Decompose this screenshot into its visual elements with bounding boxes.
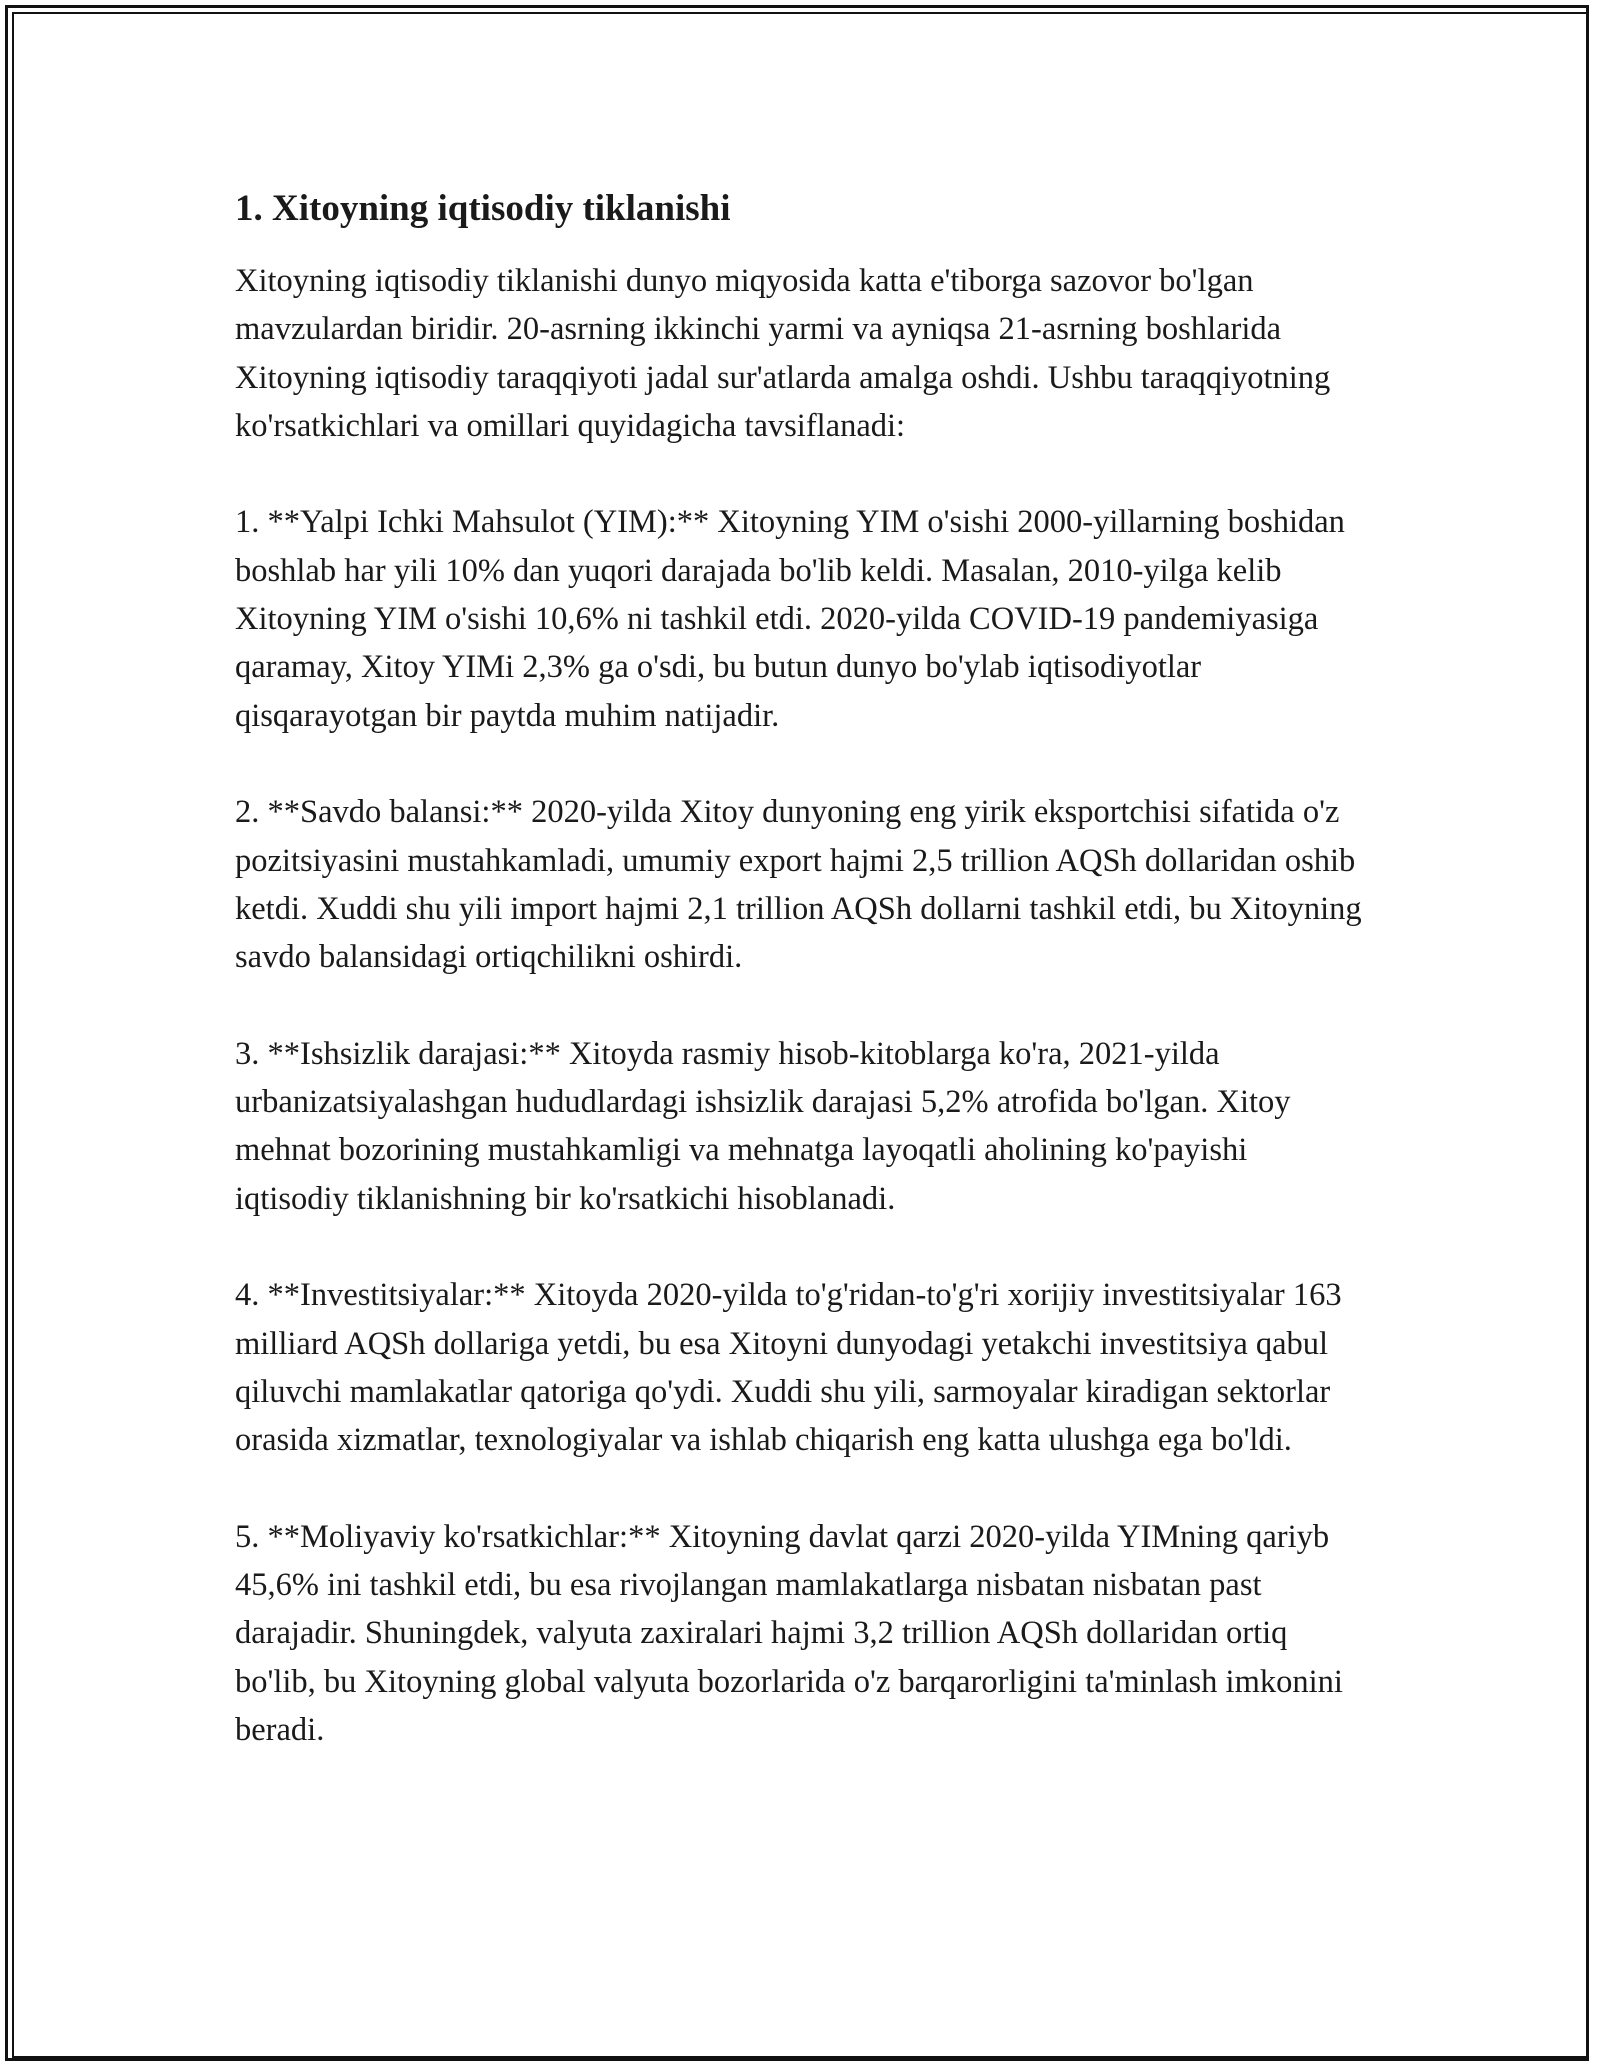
- document-body: [235, 185, 1365, 1754]
- intro-paragraph: Xitoyning iqtisodiy tiklanishi dunyo miqyosida katta e'tiborga sazovor bo'lgan mavzulardan biridir. 20-asrning ikkinchi yarmi va ayniqsa 21-asrning boshlarida Xitoyning iqtisodiy taraqqiyoti jadal sur'atlarda amalga oshdi. Ushbu taraqqiyotning ko'rsatkichlari va omillari quyidagicha tavsiflanadi:: [235, 263, 1331, 444]
- investments-paragraph: 4. **Investitsiyalar:** Xitoyda 2020-yilda to'g'ridan-to'g'ri xorijiy investitsiyalar 163 milliard AQSh dollariga yetdi, bu esa Xitoyni dunyodagi yetakchi investitsiya qabul qiluvchi mamlakatlar qatoriga qo'ydi. Xuddi shu yili, sarmoyalar kiradigan sektorlar orasida xizmatlar, texnologiyalar va ishlab chiqarish eng katta ulushga ega bo'ldi.: [235, 1277, 1342, 1459]
- financial-indicators-paragraph: 5. **Moliyaviy ko'rsatkichlar:** Xitoyning davlat qarzi 2020-yilda YIMning qariyb 45,6% ini tashkil etdi, bu esa rivojlangan mamlakatlarga nisbatan nisbatan past darajadir. Shuningdek, valyuta zaxiralari hajmi 3,2 trillion AQSh dollaridan ortiq bo'lib, bu Xitoyning global valyuta bozorlarida o'z barqarorligini ta'minlash imkonini beradi.: [235, 1518, 1343, 1748]
- section-heading: 1. Xitoyning iqtisodiy tiklanishi: [235, 188, 731, 229]
- unemployment-paragraph: 3. **Ishsizlik darajasi:** Xitoyda rasmiy hisob-kitoblarga ko'ra, 2021-yilda urbanizatsiyalashgan hududlardagi ishsizlik darajasi 5,2% atrofida bo'lgan. Xitoy mehnat bozorining mustahkamligi va mehnatga layoqatli aholining ko'payishi iqtisodiy tiklanishning bir ko'rsatkichi hisoblanadi.: [235, 1035, 1291, 1217]
- trade-balance-paragraph: 2. **Savdo balansi:** 2020-yilda Xitoy dunyoning eng yirik eksportchisi sifatida o'z pozitsiyasini mustahkamladi, umumiy export hajmi 2,5 trillion AQSh dollaridan oshib ketdi. Xuddi shu yili import hajmi 2,1 trillion AQSh dollarni tashkil etdi, bu Xitoyning savdo balansidagi ortiqchilikni oshirdi.: [235, 794, 1362, 976]
- gdp-paragraph: 1. **Yalpi Ichki Mahsulot (YIM):** Xitoyning YIM o'sishi 2000-yillarning boshidan boshlab har yili 10% dan yuqori darajada bo'lib keldi. Masalan, 2010-yilga kelib Xitoyning YIM o'sishi 10,6% ni tashkil etdi. 2020-yilda COVID-19 pandemiyasiga qaramay, Xitoy YIMi 2,3% ga o'sdi, bu butun dunyo bo'ylab iqtisodiyotlar qisqarayotgan bir paytda muhim natijadir.: [235, 504, 1345, 734]
